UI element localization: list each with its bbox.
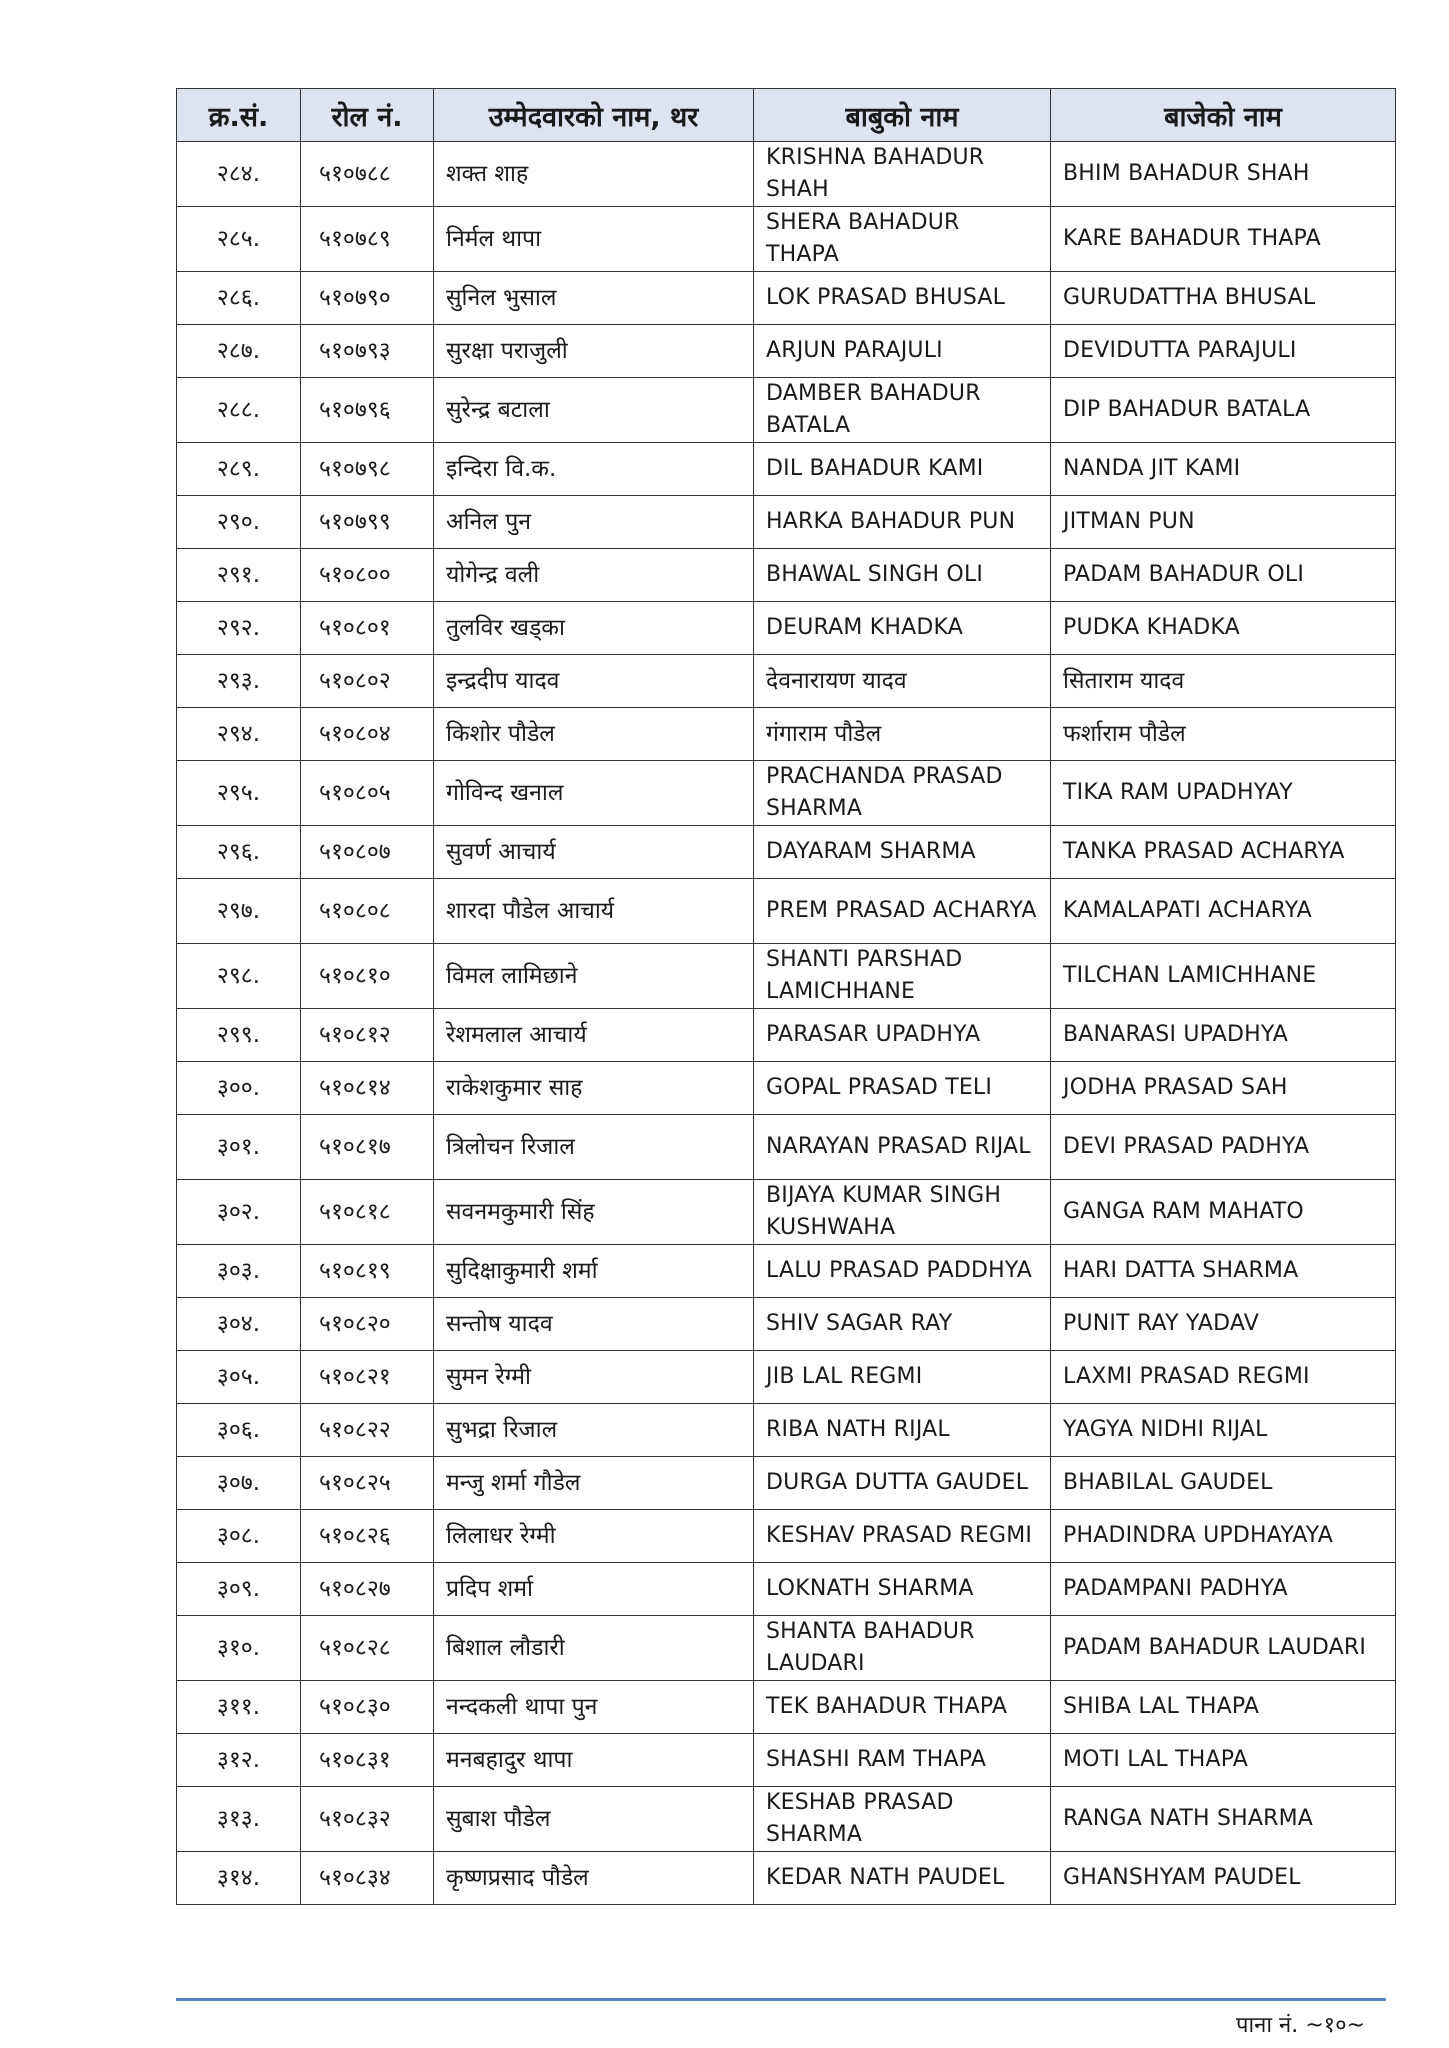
cell-roll-number: ५१०७९० xyxy=(301,272,434,325)
cell-serial: २८४. xyxy=(177,142,301,207)
cell-roll-number: ५१०८०८ xyxy=(301,879,434,944)
cell-roll-number: ५१०८०१ xyxy=(301,602,434,655)
cell-grandfather-name: TANKA PRASAD ACHARYA xyxy=(1051,826,1396,879)
cell-roll-number: ५१०८१९ xyxy=(301,1245,434,1298)
cell-roll-number: ५१०८२५ xyxy=(301,1457,434,1510)
cell-grandfather-name: PADAMPANI PADHYA xyxy=(1051,1563,1396,1616)
cell-father-name: DIL BAHADUR KAMI xyxy=(754,443,1051,496)
cell-candidate-name: अनिल पुन xyxy=(434,496,754,549)
table-row xyxy=(177,378,1396,443)
table-row xyxy=(177,1510,1396,1563)
cell-father-name: SHASHI RAM THAPA xyxy=(754,1734,1051,1787)
table-row xyxy=(177,826,1396,879)
table-row xyxy=(177,496,1396,549)
cell-serial: २८७. xyxy=(177,325,301,378)
candidate-table xyxy=(176,88,1396,1905)
cell-candidate-name: लिलाधर रेग्मी xyxy=(434,1510,754,1563)
cell-grandfather-name: TIKA RAM UPADHYAY xyxy=(1051,761,1396,826)
cell-father-name: PREM PRASAD ACHARYA xyxy=(754,879,1051,944)
cell-candidate-name: विमल लामिछाने xyxy=(434,944,754,1009)
cell-serial: ३०७. xyxy=(177,1457,301,1510)
cell-grandfather-name: YAGYA NIDHI RIJAL xyxy=(1051,1404,1396,1457)
cell-roll-number: ५१०७८८ xyxy=(301,142,434,207)
table-row xyxy=(177,944,1396,1009)
cell-roll-number: ५१०८१० xyxy=(301,944,434,1009)
cell-father-name: SHERA BAHADUR THAPA xyxy=(754,207,1051,272)
table-row xyxy=(177,1351,1396,1404)
cell-grandfather-name: JITMAN PUN xyxy=(1051,496,1396,549)
header-father-name: बाबुको नाम xyxy=(754,89,1051,142)
cell-roll-number: ५१०८०२ xyxy=(301,655,434,708)
cell-father-name: देवनारायण यादव xyxy=(754,655,1051,708)
cell-roll-number: ५१०८३४ xyxy=(301,1852,434,1905)
cell-serial: २८५. xyxy=(177,207,301,272)
cell-candidate-name: शक्त शाह xyxy=(434,142,754,207)
cell-serial: ३०२. xyxy=(177,1180,301,1245)
cell-candidate-name: प्रदिप शर्मा xyxy=(434,1563,754,1616)
cell-father-name: HARKA BAHADUR PUN xyxy=(754,496,1051,549)
cell-roll-number: ५१०७९६ xyxy=(301,378,434,443)
cell-father-name: SHANTI PARSHAD LAMICHHANE xyxy=(754,944,1051,1009)
cell-candidate-name: सुवर्ण आचार्य xyxy=(434,826,754,879)
footer-divider xyxy=(176,1998,1386,2001)
table-row xyxy=(177,1616,1396,1681)
cell-serial: ३०६. xyxy=(177,1404,301,1457)
cell-father-name: BIJAYA KUMAR SINGH KUSHWAHA xyxy=(754,1180,1051,1245)
cell-father-name: GOPAL PRASAD TELI xyxy=(754,1062,1051,1115)
cell-roll-number: ५१०८१२ xyxy=(301,1009,434,1062)
cell-candidate-name: बिशाल लौडारी xyxy=(434,1616,754,1681)
table-row xyxy=(177,655,1396,708)
cell-grandfather-name: GURUDATTHA BHUSAL xyxy=(1051,272,1396,325)
cell-candidate-name: सुनिल भुसाल xyxy=(434,272,754,325)
cell-roll-number: ५१०८१७ xyxy=(301,1115,434,1180)
cell-candidate-name: रेशमलाल आचार्य xyxy=(434,1009,754,1062)
cell-roll-number: ५१०७९३ xyxy=(301,325,434,378)
table-row xyxy=(177,1457,1396,1510)
cell-candidate-name: सवनमकुमारी सिंह xyxy=(434,1180,754,1245)
cell-serial: ३०१. xyxy=(177,1115,301,1180)
cell-candidate-name: योगेन्द्र वली xyxy=(434,549,754,602)
cell-serial: २९९. xyxy=(177,1009,301,1062)
cell-grandfather-name: BANARASI UPADHYA xyxy=(1051,1009,1396,1062)
table-row xyxy=(177,1180,1396,1245)
table-header-row xyxy=(177,89,1396,142)
cell-father-name: KRISHNA BAHADUR SHAH xyxy=(754,142,1051,207)
cell-father-name: DURGA DUTTA GAUDEL xyxy=(754,1457,1051,1510)
cell-candidate-name: राकेशकुमार साह xyxy=(434,1062,754,1115)
cell-roll-number: ५१०८२८ xyxy=(301,1616,434,1681)
cell-father-name: PRACHANDA PRASAD SHARMA xyxy=(754,761,1051,826)
cell-grandfather-name: KAMALAPATI ACHARYA xyxy=(1051,879,1396,944)
cell-grandfather-name: MOTI LAL THAPA xyxy=(1051,1734,1396,1787)
table-row xyxy=(177,1115,1396,1180)
cell-grandfather-name: PADAM BAHADUR OLI xyxy=(1051,549,1396,602)
table-row xyxy=(177,443,1396,496)
cell-serial: ३११. xyxy=(177,1681,301,1734)
table-row xyxy=(177,1298,1396,1351)
page-number: पाना नं. ~१०~ xyxy=(1235,2013,1365,2038)
header-serial: क्र.सं. xyxy=(177,89,301,142)
cell-father-name: BHAWAL SINGH OLI xyxy=(754,549,1051,602)
cell-candidate-name: निर्मल थापा xyxy=(434,207,754,272)
cell-serial: ३१३. xyxy=(177,1787,301,1852)
table-row xyxy=(177,602,1396,655)
cell-grandfather-name: फर्शाराम पौडेल xyxy=(1051,708,1396,761)
cell-serial: २९३. xyxy=(177,655,301,708)
cell-father-name: PARASAR UPADHYA xyxy=(754,1009,1051,1062)
cell-grandfather-name: DEVIDUTTA PARAJULI xyxy=(1051,325,1396,378)
cell-grandfather-name: PHADINDRA UPDHAYAYA xyxy=(1051,1510,1396,1563)
cell-serial: २८८. xyxy=(177,378,301,443)
cell-roll-number: ५१०८२१ xyxy=(301,1351,434,1404)
header-roll: रोल नं. xyxy=(301,89,434,142)
cell-serial: ३०९. xyxy=(177,1563,301,1616)
cell-grandfather-name: NANDA JIT KAMI xyxy=(1051,443,1396,496)
cell-father-name: LALU PRASAD PADDHYA xyxy=(754,1245,1051,1298)
cell-roll-number: ५१०८२० xyxy=(301,1298,434,1351)
cell-candidate-name: मनबहादुर थापा xyxy=(434,1734,754,1787)
cell-roll-number: ५१०८३२ xyxy=(301,1787,434,1852)
table-row xyxy=(177,1009,1396,1062)
cell-father-name: NARAYAN PRASAD RIJAL xyxy=(754,1115,1051,1180)
cell-candidate-name: कृष्णप्रसाद पौडेल xyxy=(434,1852,754,1905)
cell-father-name: RIBA NATH RIJAL xyxy=(754,1404,1051,1457)
cell-father-name: DAYARAM SHARMA xyxy=(754,826,1051,879)
cell-serial: २८९. xyxy=(177,443,301,496)
cell-serial: २८६. xyxy=(177,272,301,325)
cell-serial: ३१४. xyxy=(177,1852,301,1905)
cell-grandfather-name: SHIBA LAL THAPA xyxy=(1051,1681,1396,1734)
cell-grandfather-name: PADAM BAHADUR LAUDARI xyxy=(1051,1616,1396,1681)
cell-serial: ३०४. xyxy=(177,1298,301,1351)
cell-candidate-name: सुमन रेग्मी xyxy=(434,1351,754,1404)
cell-father-name: DAMBER BAHADUR BATALA xyxy=(754,378,1051,443)
cell-candidate-name: इन्दिरा वि.क. xyxy=(434,443,754,496)
table-row xyxy=(177,207,1396,272)
cell-grandfather-name: सिताराम यादव xyxy=(1051,655,1396,708)
table-row xyxy=(177,1787,1396,1852)
cell-father-name: ARJUN PARAJULI xyxy=(754,325,1051,378)
candidate-table-container xyxy=(176,88,1395,1905)
cell-grandfather-name: TILCHAN LAMICHHANE xyxy=(1051,944,1396,1009)
cell-serial: २९८. xyxy=(177,944,301,1009)
cell-candidate-name: मन्जु शर्मा गौडेल xyxy=(434,1457,754,1510)
cell-grandfather-name: HARI DATTA SHARMA xyxy=(1051,1245,1396,1298)
table-row xyxy=(177,1245,1396,1298)
cell-father-name: LOK PRASAD BHUSAL xyxy=(754,272,1051,325)
cell-grandfather-name: GHANSHYAM PAUDEL xyxy=(1051,1852,1396,1905)
cell-grandfather-name: KARE BAHADUR THAPA xyxy=(1051,207,1396,272)
cell-father-name: SHIV SAGAR RAY xyxy=(754,1298,1051,1351)
cell-serial: २९०. xyxy=(177,496,301,549)
cell-father-name: KESHAB PRASAD SHARMA xyxy=(754,1787,1051,1852)
cell-roll-number: ५१०७८९ xyxy=(301,207,434,272)
cell-serial: ३१०. xyxy=(177,1616,301,1681)
cell-father-name: JIB LAL REGMI xyxy=(754,1351,1051,1404)
cell-serial: २९६. xyxy=(177,826,301,879)
cell-candidate-name: त्रिलोचन रिजाल xyxy=(434,1115,754,1180)
cell-roll-number: ५१०८३१ xyxy=(301,1734,434,1787)
cell-candidate-name: इन्द्रदीप यादव xyxy=(434,655,754,708)
cell-father-name: DEURAM KHADKA xyxy=(754,602,1051,655)
cell-candidate-name: सुरेन्द्र बटाला xyxy=(434,378,754,443)
cell-grandfather-name: DEVI PRASAD PADHYA xyxy=(1051,1115,1396,1180)
table-row xyxy=(177,879,1396,944)
table-row xyxy=(177,1062,1396,1115)
cell-roll-number: ५१०८२७ xyxy=(301,1563,434,1616)
table-row xyxy=(177,1681,1396,1734)
cell-serial: ३०८. xyxy=(177,1510,301,1563)
cell-roll-number: ५१०७९८ xyxy=(301,443,434,496)
cell-grandfather-name: BHABILAL GAUDEL xyxy=(1051,1457,1396,1510)
cell-grandfather-name: GANGA RAM MAHATO xyxy=(1051,1180,1396,1245)
table-row xyxy=(177,325,1396,378)
table-row xyxy=(177,1563,1396,1616)
table-row xyxy=(177,1734,1396,1787)
table-row xyxy=(177,549,1396,602)
cell-candidate-name: सुदिक्षाकुमारी शर्मा xyxy=(434,1245,754,1298)
cell-grandfather-name: BHIM BAHADUR SHAH xyxy=(1051,142,1396,207)
cell-grandfather-name: LAXMI PRASAD REGMI xyxy=(1051,1351,1396,1404)
cell-roll-number: ५१०८२६ xyxy=(301,1510,434,1563)
cell-serial: २९१. xyxy=(177,549,301,602)
cell-candidate-name: सुरक्षा पराजुली xyxy=(434,325,754,378)
cell-candidate-name: तुलविर खड्का xyxy=(434,602,754,655)
cell-father-name: LOKNATH SHARMA xyxy=(754,1563,1051,1616)
cell-candidate-name: नन्दकली थापा पुन xyxy=(434,1681,754,1734)
cell-roll-number: ५१०८०० xyxy=(301,549,434,602)
cell-serial: २९७. xyxy=(177,879,301,944)
cell-roll-number: ५१०८२२ xyxy=(301,1404,434,1457)
cell-grandfather-name: RANGA NATH SHARMA xyxy=(1051,1787,1396,1852)
cell-candidate-name: गोविन्द खनाल xyxy=(434,761,754,826)
cell-grandfather-name: PUNIT RAY YADAV xyxy=(1051,1298,1396,1351)
cell-serial: २९५. xyxy=(177,761,301,826)
cell-serial: ३०५. xyxy=(177,1351,301,1404)
cell-father-name: KEDAR NATH PAUDEL xyxy=(754,1852,1051,1905)
header-candidate-name: उम्मेदवारको नाम, थर xyxy=(434,89,754,142)
cell-serial: २९४. xyxy=(177,708,301,761)
cell-candidate-name: सुबाश पौडेल xyxy=(434,1787,754,1852)
cell-father-name: TEK BAHADUR THAPA xyxy=(754,1681,1051,1734)
cell-roll-number: ५१०७९९ xyxy=(301,496,434,549)
cell-serial: ३१२. xyxy=(177,1734,301,1787)
cell-candidate-name: शारदा पौडेल आचार्य xyxy=(434,879,754,944)
cell-father-name: गंगाराम पौडेल xyxy=(754,708,1051,761)
cell-roll-number: ५१०८०४ xyxy=(301,708,434,761)
cell-candidate-name: किशोर पौडेल xyxy=(434,708,754,761)
cell-roll-number: ५१०८१८ xyxy=(301,1180,434,1245)
table-row xyxy=(177,761,1396,826)
cell-grandfather-name: JODHA PRASAD SAH xyxy=(1051,1062,1396,1115)
cell-father-name: KESHAV PRASAD REGMI xyxy=(754,1510,1051,1563)
cell-grandfather-name: DIP BAHADUR BATALA xyxy=(1051,378,1396,443)
header-grandfather-name: बाजेको नाम xyxy=(1051,89,1396,142)
cell-candidate-name: सन्तोष यादव xyxy=(434,1298,754,1351)
cell-roll-number: ५१०८०५ xyxy=(301,761,434,826)
cell-grandfather-name: PUDKA KHADKA xyxy=(1051,602,1396,655)
table-row xyxy=(177,142,1396,207)
table-row xyxy=(177,272,1396,325)
cell-roll-number: ५१०८१४ xyxy=(301,1062,434,1115)
cell-serial: ३०३. xyxy=(177,1245,301,1298)
cell-roll-number: ५१०८०७ xyxy=(301,826,434,879)
table-row xyxy=(177,1404,1396,1457)
table-row xyxy=(177,708,1396,761)
cell-candidate-name: सुभद्रा रिजाल xyxy=(434,1404,754,1457)
cell-serial: २९२. xyxy=(177,602,301,655)
cell-roll-number: ५१०८३० xyxy=(301,1681,434,1734)
cell-serial: ३००. xyxy=(177,1062,301,1115)
table-row xyxy=(177,1852,1396,1905)
cell-father-name: SHANTA BAHADUR LAUDARI xyxy=(754,1616,1051,1681)
table-body xyxy=(177,142,1396,1905)
